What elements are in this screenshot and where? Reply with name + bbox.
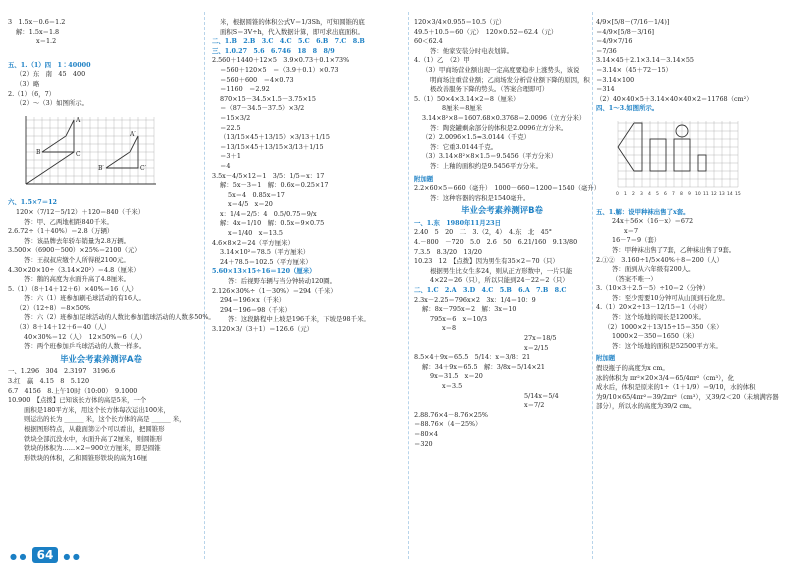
page-dots-left: ● ●: [10, 552, 27, 561]
text-line: ＝1160 ＝2.92: [220, 85, 270, 94]
section-banner: 毕业会考素养测评A卷: [60, 353, 142, 364]
axis-tick: 6: [664, 191, 667, 197]
text-line: 27x＝18/5: [524, 334, 557, 342]
text-line: （2）～（3）如图所示。: [16, 99, 89, 108]
column-divider: [204, 12, 205, 559]
page-number-value: 64: [32, 547, 59, 563]
text-line: 5.（1）（8＋14＋12＋6）×40%＝16（人）: [8, 284, 138, 293]
text-line: 4.－800 －720 5.0 2.6 50 6.21/160 9.13/80: [414, 238, 578, 247]
column-2: [212, 18, 402, 335]
text-line: 3.（10×3＋2.5－5）÷10＝2（分钟）: [596, 284, 709, 293]
text-line: （2）40×40×5＋3.14×40×40×2＝11768（cm²）: [596, 94, 753, 103]
axis-tick: 4: [648, 191, 651, 197]
text-line: 答：后视野车辆与当分钟转动120圈。: [228, 277, 337, 286]
text-line: 部分），所以水的高度为39/2 cm。: [596, 402, 696, 411]
text-line: ＝3.14×100: [596, 75, 635, 84]
column-divider: [592, 12, 593, 559]
text-line: 解：5x－3＝1 解：0.6x＝0.25×17: [220, 181, 329, 190]
text-line: （2）1000×2＋13/15÷15＝350（米）: [604, 322, 723, 331]
text-line: 则运出的长为 ______ 米，这个长方体的高是 ______ 米，: [24, 415, 186, 424]
axis-tick: 3: [640, 191, 643, 197]
text-line: 3.14×8²×8＝1607.68×0.3768＝2.0096（立方分米）: [422, 113, 586, 122]
text-line: 60＜62.4: [414, 37, 443, 46]
text-line: 答：面到从六年级有200人。: [612, 265, 695, 274]
text-line: 120×（7/12－5/12）＋120＝840（千米）: [16, 207, 145, 216]
section-line: 三、1.0.27 5.6 6.746 18 8 8/9: [212, 46, 335, 55]
text-line: ＝7/36: [596, 46, 617, 55]
text-line: 为9/10×65/4πr²＝39/2πr²（cm³），又39/2＜20（未填满容器: [596, 392, 779, 401]
text-line: 米，根据圆锥的体积公式V＝1/3Sh，可知圆锥的底: [220, 18, 365, 26]
text-line: 假设瓶子的高度为x cm。: [596, 364, 669, 373]
text-line: 3.5x－4/5×12＝1 3/5：1/5＝x：17: [212, 171, 325, 180]
axis-tick: 14: [727, 191, 733, 197]
text-line: 明商场注重营业额；乙商场发分析营业额下降的原因，积: [430, 75, 590, 84]
text-line: 解：34＋9x＝65.5 解：3/8x＝5/14×21: [422, 362, 545, 371]
text-line: 8厘米＝8厘米: [442, 104, 483, 113]
text-line: 2.3x－2.25＝796x×2 3x：1/4＝10：9: [414, 295, 536, 304]
axis-tick: 11: [703, 191, 709, 197]
text-line: x：1/4＝2/5：4 0.5/0.75＝9/x: [220, 209, 317, 218]
text-line: （3）3.14×8²×8×1.5＝9.5456（平方分米）: [422, 152, 558, 161]
text-line: 3.500×（6900－500）×25%＝2100（元）: [8, 246, 141, 255]
text-line: 答：至少需要10分钟可从山顶到石化房。: [612, 293, 729, 302]
text-line: 7.3.5 8.3/20 13/20: [414, 247, 482, 256]
text-line: 795x＝6 x＝10/3: [430, 314, 487, 323]
text-line: 4×22＝26（只），所以只能到24－22＝2（只）: [430, 276, 569, 285]
text-line: 24x＋56×（16－x）＝672: [612, 217, 694, 226]
extra-title: 附加题: [596, 354, 616, 363]
text-line: ＝3.14×（45＋72－15）: [596, 65, 672, 74]
text-line: 答：他家安装分时电表划算。: [430, 46, 514, 55]
section-banner: 毕业会考素养测评B卷: [461, 205, 543, 216]
text-line: ＝（87－34.5－37.5）×3/2: [220, 104, 305, 113]
grid-label-a: A: [76, 116, 81, 124]
text-line: 4.（1）乙 （2）甲: [414, 56, 470, 65]
section-line: 二、1.B 2.B 3.C 4.C 5.C 6.B 7.C 8.B: [212, 37, 365, 46]
text-line: （2）（12÷8）＝8×50%: [16, 303, 90, 312]
axis-tick: 8: [680, 191, 683, 197]
text-line: ＝314: [596, 85, 615, 94]
text-line: ＝22.5: [220, 123, 241, 132]
text-line: 答：这个场地的周长是1200米。: [612, 313, 705, 322]
column-3: [414, 18, 601, 449]
text-line: 2.2×60×5＝660（毫升） 1000－660＝1200＝1540（毫升）: [414, 184, 601, 193]
column-divider: [408, 12, 409, 559]
text-line: x＝4/5 x＝20: [228, 200, 273, 209]
section-line: 五、1.解：设甲种袜出售了x套。: [596, 207, 690, 216]
page-number: [10, 544, 80, 563]
text-line: ＝3＋1: [220, 152, 241, 161]
text-line: 1000×2－350＝1650（米）: [612, 332, 699, 341]
text-line: 3.14×45＋2.1×3.14－3.14×55: [596, 56, 694, 65]
text-line: 冰的体积为 πr²×20×3/4＝65/4πr²（cm³），化: [596, 373, 735, 382]
text-line: 答：这段路程中上坡是196千米，下坡是98千米。: [228, 315, 370, 324]
text-line: 解：4x＝1/10 解：0.5x＝9×0.75: [220, 219, 325, 228]
text-line: x＝1.2: [36, 37, 57, 46]
text-line: 答：王叔叔应缴个人所得税2100元。: [24, 255, 130, 264]
text-line: 120×3/4×0.955＝10.5（元）: [414, 18, 506, 26]
text-line: （3）甲商场营业额出现一定高度要稳步上涨势头，该说: [422, 65, 580, 74]
text-line: ＝320: [414, 439, 433, 448]
text-line: ＝4/9×7/16: [596, 37, 633, 46]
text-line: 8.5×4＋9x＝65.5 5/14：x＝3/8：21: [414, 353, 531, 362]
text-line: 9x＝31.5 x＝20: [430, 372, 483, 381]
axis-tick: 5: [656, 191, 659, 197]
axis-tick: 7: [672, 191, 675, 197]
text-line: 2.6.72÷（1＋40%）＝2.8（万辆）: [8, 227, 114, 236]
text-line: 4.（1）20×2÷13－12/15＝1（小时）: [596, 303, 711, 312]
axis-tick: 15: [735, 191, 741, 197]
text-line: x＝1/40 x＝13.5: [228, 229, 283, 238]
text-line: 答：这种容器的容积是1540毫升。: [430, 193, 530, 202]
text-line: 答：陶瓷罐剩余部分的体积是2.0096立方分米。: [430, 123, 568, 132]
text-line: 294－196＝98（千米）: [220, 305, 291, 314]
coordinate-grid-figure: [16, 112, 194, 196]
grid-label-a-prime: A′: [130, 130, 136, 138]
text-line: 3 1.5x－0.6＝1.2: [8, 18, 66, 26]
text-line: 铁块的体积为……×2＝900立方厘米，即是圆锥: [24, 444, 161, 453]
text-line: （2）东 南 45 400: [16, 70, 86, 79]
text-line: 答：甲、乙两地相距840千米。: [24, 217, 113, 226]
text-line: 根据图形特点，从截面第②个可以看出，把圆锥形: [24, 425, 165, 433]
section-line: 二、1.C 2.A 3.D 4.C 5.B 6.A 7.B 8.C: [414, 286, 567, 295]
text-line: 4.6×8×2＝24（平方厘米）: [212, 238, 294, 247]
section-line: 六、1.5×7＝12: [8, 198, 57, 207]
axis-tick: 13: [719, 191, 725, 197]
text-line: 294＝196×x（千米）: [220, 296, 286, 305]
text-line: （3）略: [16, 79, 40, 88]
text-line: 49.5＋10.5＝60（元） 120×0.52＝62.4（元）: [414, 27, 558, 36]
shape-grid-figure: [604, 117, 792, 205]
extra-title: 附加题: [414, 174, 434, 183]
column-1: [8, 18, 215, 463]
text-line: （2）2.0096×1.5≈3.0144（千克）: [422, 133, 531, 142]
text-line: 6.7 4156 8.上午10时（10:00） 9.1000: [8, 386, 138, 395]
text-line: 2.40 5 20 二 3.（2，4） 4.东 北 45°: [414, 228, 552, 237]
section-line: 一、1.东 1980年11月23日: [414, 218, 501, 227]
text-line: 4.30×20×10÷（3.14×20²）＝4.8（厘米）: [8, 265, 140, 274]
text-line: 答：这个场地的面积是52500平方米。: [612, 341, 722, 350]
text-line: 16－7＝9（套）: [612, 236, 661, 245]
text-line: x＝7/2: [524, 401, 545, 410]
text-line: 10.900 【点拨】已知该长方体的高是5米，一个: [8, 396, 147, 405]
text-line: 答：两个班参加乒乓球活动的人数一样多。: [24, 342, 146, 351]
column-4: [596, 18, 792, 412]
grid-label-b-prime: B′: [98, 164, 104, 172]
text-line: ＝4: [220, 161, 231, 170]
axis-tick: 12: [711, 191, 717, 197]
text-line: 40×30%＝12（人） 12×50%＝6（人）: [24, 332, 146, 341]
text-line: ＝560＋600 ＝4×0.73: [220, 75, 294, 84]
text-line: 2.①② 3.160÷1/5×40%＋8＝200（人）: [596, 255, 723, 264]
text-line: 答：六（1）班参加刷毛球活动的有16人。: [24, 294, 145, 303]
text-line: ＝88.76×（4－25%）: [414, 420, 482, 429]
text-line: 极改善服务下降的势头。（答案合理即可）: [430, 85, 549, 94]
text-line: 形铁块的体积，乙和圆锥形铁块的高为16厘: [24, 453, 148, 462]
text-line: x＝3.5: [442, 381, 463, 390]
text-line: 4/9×[5/8－(7/16－1/4)]: [596, 18, 670, 26]
text-line: 答：六（2）班参加足球活动的人数比参加篮球活动的人数多50%。: [24, 313, 215, 322]
text-line: ＝80×4: [414, 429, 438, 438]
text-line: ＝13/15×45＋13/15×3/13＋1/15: [220, 142, 324, 151]
text-line: 2.126×30%÷（1－30%）＝294（千米）: [212, 286, 337, 295]
text-line: 根据男生比女生多24，则从正方形数中，一片只能: [430, 266, 573, 275]
text-line: 解：1.5x＝1.8: [16, 27, 60, 36]
text-line: 成水后，体积是原来的1÷（1＋1/9）＝9/10，水的体积: [596, 383, 756, 392]
axis-tick: 1: [624, 191, 627, 197]
text-line: （3）8＋14＋12＋6＝40（人）: [16, 323, 111, 332]
grid-label-b: B: [36, 148, 41, 156]
text-line: 答：该品牌去年轿车销量为2.8万辆。: [24, 236, 131, 245]
text-line: 答：它重3.0144千克。: [430, 142, 498, 151]
axis-tick: 2: [632, 191, 635, 197]
axis-tick: 0: [616, 191, 619, 197]
text-line: 5x＝4 0.85x＝17: [228, 190, 285, 199]
text-line: 870×15－34.5×1.5－3.75×15: [220, 94, 316, 103]
text-line: ＝560＋120×5 ＝（3.9＋0.1）×0.73: [220, 65, 339, 74]
text-line: x＝2/15: [524, 343, 549, 352]
text-line: 3.14×10²＝78.5（平方厘米）: [220, 248, 310, 257]
text-line: 3.红 赢 4.15 8 5.120: [8, 377, 90, 386]
axis-tick: 10: [695, 191, 701, 197]
text-line: 一、1.296 304 2.3197 3196.6: [8, 367, 116, 376]
text-line: 5.（1）50×4×3.14×2＝8（厘米）: [414, 94, 520, 103]
section-line: 五、1.（1）四 1∶40000: [8, 60, 91, 69]
grid-label-c-prime: C′: [140, 164, 146, 172]
text-line: ＝15×3/2: [220, 113, 251, 122]
section-line: 5.60×13×15÷16＝120（厘米）: [212, 267, 316, 276]
text-line: 2.560＋1440＋12×5 3.9×0.73＋0.1×73%: [212, 56, 350, 65]
text-line: （13/15×45＋13/15）×3/13＋1/15: [220, 133, 330, 142]
text-line: （答案不唯一）: [612, 274, 657, 283]
text-line: 铁块全部沉没水中，水面升高了2厘米，则圆锥形: [24, 434, 163, 443]
text-line: 3.120×3/（3＋1）＝126.6（元）: [212, 325, 314, 333]
text-line: 2.（1）（6，7）: [8, 89, 56, 98]
grid-label-c: C: [76, 150, 81, 158]
text-line: 面积S＝3V÷h，代入数据计算，即可求出底面积。: [220, 27, 364, 36]
page-dots-right: ● ●: [63, 552, 80, 561]
text-line: 10.23 12 【点拨】因为男生有35×2＝70（只）: [414, 257, 559, 266]
section-line: 四、1～3.如图所示。: [596, 104, 659, 113]
axis-tick: 9: [688, 191, 691, 197]
text-line: 5/14x＝5/4: [524, 391, 559, 400]
text-line: 答：甲种袜出售了7套，乙种袜出售了9套。: [612, 245, 736, 254]
text-line: 解：8x－795x＝2 解：3x＝10: [422, 305, 517, 314]
text-line: 答：上釉的面积约是9.5456平方分米。: [430, 161, 542, 170]
text-line: 2.88.76×4－8.76×25%: [414, 410, 488, 419]
text-line: ＝4/9×[5/8－3/16]: [596, 27, 655, 36]
text-line: 面积是180平方米，用这个长方体每次运出100米，: [24, 405, 170, 414]
text-line: x＝8: [442, 324, 457, 333]
text-line: x＝7: [624, 226, 639, 235]
text-line: 24＋78.5＝102.5（平方厘米）: [220, 257, 312, 266]
text-line: 答：鹅的高度为水面升高了4.8厘米。: [24, 275, 131, 284]
